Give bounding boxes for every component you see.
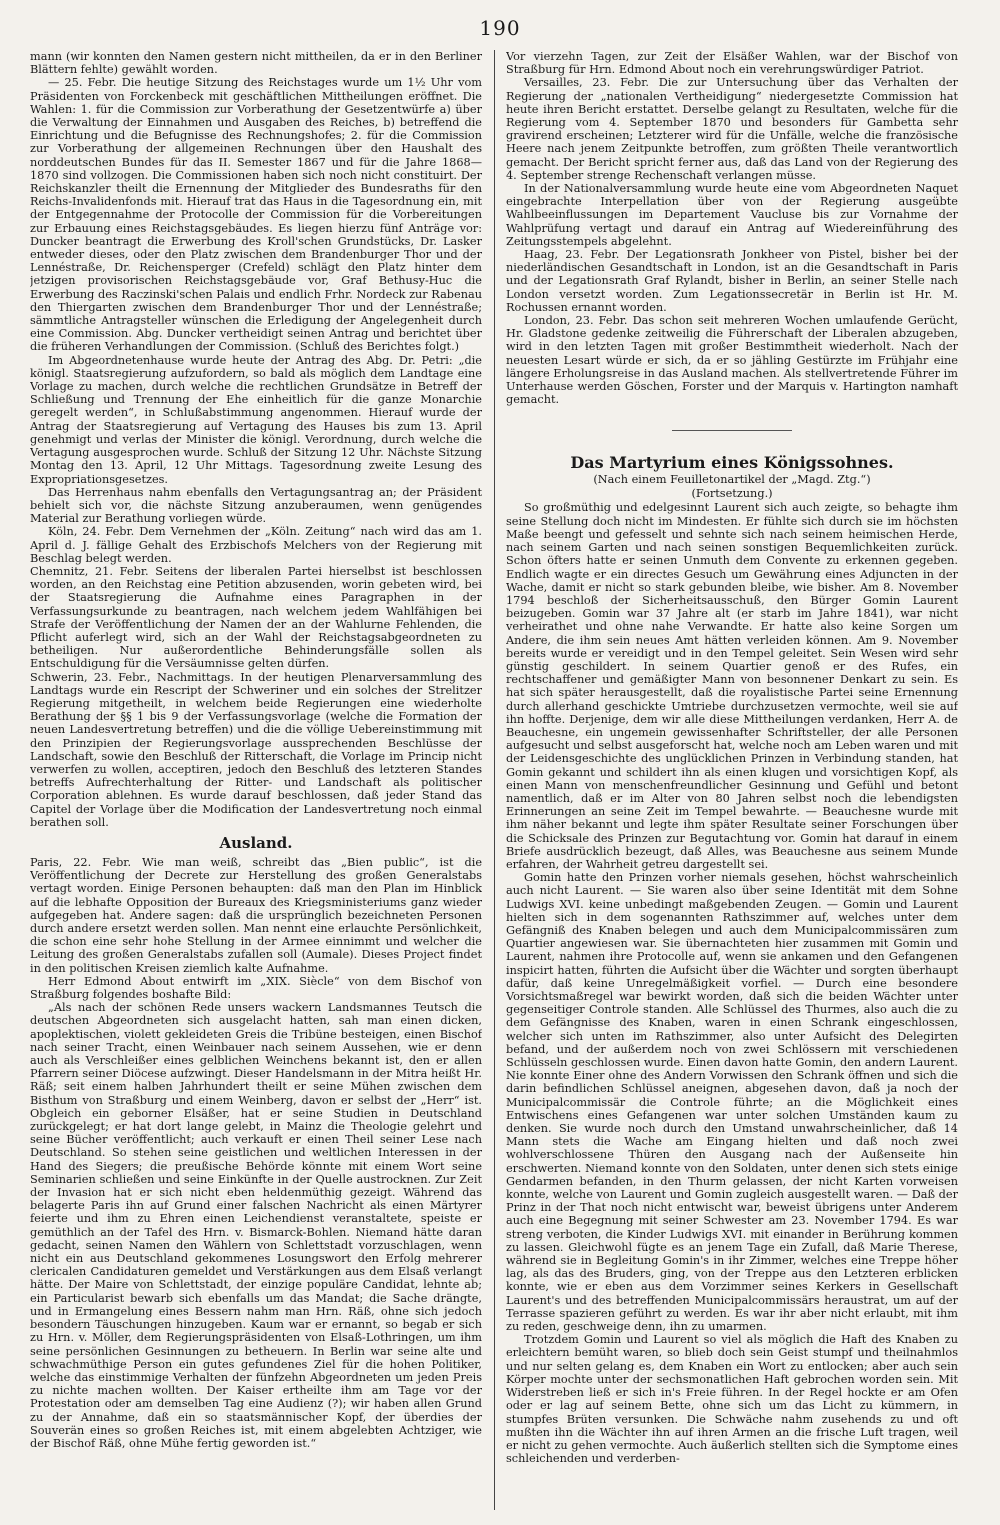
article-title: Das Martyrium eines Königssohnes.	[570, 453, 894, 473]
news-paragraph: Das Herrenhaus nahm ebenfalls den Vertagungsantrag an; der Präsident behielt sich vor, die nächste Sitzung anzuberaumen, wenn genügendes Material zur Berathung vorliegen würde.	[30, 485, 482, 526]
news-paragraph: — 25. Febr. Die heutige Sitzung des Reichstages wurde um 1½ Uhr vom Präsidenten von Forckenbeck mit geschäftlichen Mittheilungen eröffnet. Die Wahlen: 1. für die Commission zur Vorberathung der Gesetzentwürfe a) über die Verwaltung der Einnahmen und Ausgaben des Reiches, b) betreffend die Einrichtung und die Befugnisse des Rechnungshofes; 2. für die Commission zur Vorberathung der allgemeinen Rechnungen über den Haushalt des norddeutschen Bundes für das II. Semester 1867 und für die Jahre 1868—1870 sind vollzogen. Die Commissionen haben sich noch nicht constituirt. Der Reichskanzler theilt die Ernennung der Mitglieder des Bundesraths für den Reichs-Invalidenfonds mit. Hierauf trat das Haus in die Tagesordnung ein, mit der Entgegennahme der Protocolle der Commission für die Vorbereitungen zur Erbauung eines Reichstagsgebäudes. Es liegen hierzu fünf Anträge vor: Duncker beantragt die Erwerbung des Kroll'schen Grundstücks, Dr. Lasker entweder dieses, oder den Platz zwischen dem Brandenburger Thor und der Lennéstraße, Dr. Reichensperger (Crefeld) schlägt den Platz hinter dem jetzigen provisorischen Reichstagsgebäude vor, Graf Bethusy-Huc die Erwerbung des Raczinski'schen Palais und endlich Frhr. Nordeck zur Rabenau den Thiergarten zwischen dem Brandenburger Thor und der Lennéstraße; sämmtliche Antragsteller wünschen die Erledigung der Angelegenheit durch eine Commission. Abg. Duncker vertheidigt seinen Antrag und berichtet über die früheren Verhandlungen der Commission. (Schluß des Berichtes folgt.)	[30, 76, 482, 354]
article-body	[506, 501, 958, 1465]
left-column	[30, 50, 482, 1510]
news-paragraph: „Als nach der schönen Rede unsers wackern Landsmannes Teutsch die deutschen Abgeordneten sich ausgelacht hatten, sah man einen dicken, apoplektischen, violett gekleideten Greis die Tribüne besteigen, einen Bischof nach seiner Tracht, einen Weinbauer nach seinem Aussehen, wie er denn auch als Verschleißer eines gelblichen Weinchens bekannt ist, den er allen Pfarrern seiner Diöcese aufzwingt. Dieser Handelsmann in der Mitra heißt Hr. Räß; seit einem halben Jahrhundert theilt er seine Mühen zwischen dem Bisthum von Straßburg und einem Weinberg, davon er selbst der „Herr“ ist. Obgleich ein geborner Elsäßer, hat er seine Studien in Deutschland zurückgelegt; er hat dort lange gelebt, in Mainz die Theologie gelehrt und seine Bücher veröffentlicht; auch verkauft er einen Theil seiner Lese nach Deutschland. So stehen seine geistlichen und weltlichen Interessen in der Hand des Siegers; die preußische Behörde könnte mit einem Wort seine Seminarien schließen und seine Einkünfte in der Quelle austrocknen. Zur Zeit der Invasion hat er sich nicht eben heldenmüthig gezeigt. Während das belagerte Paris ihn auf Grund einer falschen Nachricht als einen Märtyrer feierte und ihm zu Ehren einen Leichendienst veranstaltete, speiste er gemüthlich an der Tafel des Hrn. v. Bismarck-Bohlen. Niemand hätte daran gedacht, seinen Namen den Wählern von Schlettstadt vorzuschlagen, wenn nicht ein aus Deutschland gekommenes Losungswort den Erfolg mehrerer clericalen Candidaturen gemeldet und Verstärkungen aus dem Elsaß verlangt hätte. Der Maire von Schlettstadt, der einzige populäre Candidat, lehnte ab; ein Particularist bewarb sich ebenfalls um das Mandat; die Sache drängte, und in Ermangelung eines Bessern nahm man Hrn. Räß, ohne sich jedoch besondern Täuschungen hinzugeben. Kaum war er ernannt, so begab er sich zu Hrn. v. Möller, dem Regierungspräsidenten von Elsaß-Lothringen, um ihm seine persönlichen Gesinnungen zu betheuern. In Berlin war seine alte und schwachmüthige Person ein gutes gefundenes Ziel für die hohen Politiker, welche das einstimmige Verhalten der fünfzehn Abgeordneten um jeden Preis zu nichte machen wollten. Der Kaiser ertheilte ihm am Tage vor der Protestation oder am demselben Tag eine Audienz (?); wir haben allen Grund zu der Annahme, daß ein so staatsmännischer Kopf, der überdies der Souverän eines so großen Reiches ist, mit einem abgelebten Achtziger, wie der Bischof Räß, ohne Mühe fertig geworden ist.“	[30, 1001, 482, 1450]
news-paragraph: Im Abgeordnetenhause wurde heute der Antrag des Abg. Dr. Petri: „die königl. Staatsregierung aufzufordern, so bald als möglich dem Landtage eine Vorlage zu machen, durch welche die rechtlichen Grundsätze in Betreff der Schließung und Trennung der Ehe einheitlich für die ganze Monarchie geregelt werden“, in Schlußabstimmung angenommen. Hierauf wurde der Antrag der Staatsregierung auf Vertagung des Hauses bis zum 13. April genehmigt und verlas der Minister die königl. Verordnung, durch welche die Vertagung ausgesprochen wurde. Schluß der Sitzung 12 Uhr. Nächste Sitzung Montag den 13. April, 12 Uhr Mittags. Tagesordnung zweite Lesung des Expropriationsgesetzes.	[30, 353, 482, 486]
news-paragraph: In der Nationalversammlung wurde heute eine vom Abgeordneten Naquet eingebrachte Interpellation über von der Regierung ausgeübte Wahlbeeinflussungen im Departement Vaucluse bis zur Vornahme der Wahlprüfung vertagt und darauf ein Antrag auf Wiedereinführung des Zeitungsstempels abgelehnt.	[506, 182, 958, 248]
news-paragraph: Herr Edmond About entwirft im „XIX. Siècle“ von dem Bischof von Straßburg folgendes boshafte Bild:	[30, 974, 482, 1002]
news-paragraph: Haag, 23. Febr. Der Legationsrath Jonkheer von Pistel, bisher bei der niederländischen Gesandtschaft in London, ist an die Gesandtschaft in Paris und der Legationsrath Graf Rylandt, bisher in Berlin, an seiner Stelle nach London versetzt worden. Zum Legationssecretär in Berlin ist Hr. M. Rochussen ernannt worden.	[506, 248, 958, 314]
section-divider	[672, 430, 792, 431]
news-paragraph: Köln, 24. Febr. Dem Vernehmen der „Köln. Zeitung“ nach wird das am 1. April d. J. fällige Gehalt des Erzbischofs Melchers von der Regierung mit Beschlag belegt werden.	[30, 525, 482, 565]
left-column-news	[30, 50, 482, 829]
news-paragraph: Paris, 22. Febr. Wie man weiß, schreibt das „Bien public“, ist die Veröffentlichung der Decrete zur Herstellung des großen Generalstabs vertagt worden. Einige Personen behaupten: daß man den Plan im Hinblick auf die lebhafte Opposition der Bureaux des Kriegsministeriums ganz wieder aufgegeben hat. Andere sagen: daß die ursprünglich bezeichneten Personen durch andere ersetzt werden sollen. Man nennt eine erlauchte Persönlichkeit, die schon eine sehr hohe Stellung in der Armee einnimmt und welcher die Leitung des großen Generalstabs zufallen soll (Aumale). Dieses Project findet in den politischen Kreisen ziemlich kalte Aufnahme.	[30, 855, 482, 975]
article-subtitle: (Nach einem Feuilletonartikel der „Magd. Ztg.“)	[593, 473, 871, 487]
news-paragraph: London, 23. Febr. Das schon seit mehreren Wochen umlaufende Gerücht, Hr. Gladstone gedenke zeitweilig die Führerschaft der Liberalen abzugeben, wird in den letzten Tagen mit großer Bestimmtheit wiederholt. Nach der neuesten Lesart würde er sich, da er so jähling Gestürzte im Frühjahr eine längere Erholungsreise in das Ausland machen. Als stellvertretende Führer im Unterhause werden Göschen, Forster und der Marquis v. Hartington namhaft gemacht.	[506, 314, 958, 407]
columns	[30, 50, 970, 1510]
news-paragraph: mann (wir konnten den Namen gestern nicht mittheilen, da er in den Berliner Blättern fehlte) gewählt worden.	[30, 50, 482, 77]
news-paragraph: Chemnitz, 21. Febr. Seitens der liberalen Partei hierselbst ist beschlossen worden, an den Reichstag eine Petition abzusenden, worin gebeten wird, bei der Staatsregierung die Aufnahme eines Paragraphen in der Verfassungsurkunde zu beantragen, nach welchem jedem Wahlfähigen bei Strafe der Veröffentlichung der Namen der an der Wahlurne Fehlenden, die Pflicht auferlegt wird, sich an der Wahl der Reichstagsabgeordneten zu betheiligen. Nur außerordentliche Behinderungsfälle sollen als Entschuldigung für die Versäumnisse gelten dürfen.	[30, 564, 482, 671]
news-paragraph: Vor vierzehn Tagen, zur Zeit der Elsäßer Wahlen, war der Bischof von Straßburg für Hrn. Edmond About noch ein verehrungswürdiger Patriot.	[506, 50, 958, 77]
news-paragraph: Schwerin, 23. Febr., Nachmittags. In der heutigen Plenarversammlung des Landtags wurde ein Rescript der Schweriner und ein solches der Strelitzer Regierung mitgetheilt, in welchem beide Regierungen eine wiederholte Berathung der §§ 1 bis 9 der Verfassungsvorlage (welche die Formation der neuen Landesvertretung betreffen) und die die völlige Uebereinstimmung mit den Prinzipien der Regierungsvorlage aussprechenden Beschlüsse der Landschaft, sowie den Beschluß der Ritterschaft, die Vorlage im Princip nicht verwerfen zu wollen, acceptiren, jedoch den Beschluß des letzteren Standes betreffs Aufrechterhaltung der Ritter- und Landschaft als politischer Corporation ablehnen. Es wurde darauf beschlossen, daß jeder Stand das Capitel der Vorlage über die Modification der Landesvertretung noch einmal berathen soll.	[30, 670, 482, 829]
right-column	[506, 50, 958, 1510]
article-paragraph: So großmüthig und edelgesinnt Laurent sich auch zeigte, so behagte ihm seine Stellung doch nicht im Mindesten. Er fühlte sich durch sie im höchsten Maße beengt und gefesselt und sehnte sich nach seinem heimischen Herde, nach seinem Garten und nach seinen sonstigen Bequemlichkeiten zurück. Schon öfters hatte er seinen Unmuth dem Convente zu erkennen gegeben. Endlich wagte er ein directes Gesuch um Gewährung eines Adjuncten in der Wache, damit er nicht so stark gebunden bleibe, wie bisher. Am 8. November 1794 beschloß der Sicherheitsausschuß, den Bürger Gomin Laurent beizugeben. Gomin war 37 Jahre alt (er starb im Jahre 1841), war nicht verheirathet und ohne nahe Verwandte. Er hatte also keine Sorgen um Andere, die ihm sein neues Amt hätten verleiden können. Am 9. November bereits wurde er vereidigt und in den Tempel geleitet. Sein Wesen wird sehr günstig geschildert. In seinem Quartier genoß er des Rufes, ein rechtschaffener und gemäßigter Mann von besonnener Denkart zu sein. Es hat sich später herausgestellt, daß die royalistische Partei seine Ernennung durch allerhand geschickte Umtriebe durchzusetzen vermochte, weil sie auf ihn hoffte. Derjenige, dem wir alle diese Mittheilungen verdanken, Herr A. de Beauchesne, ein ungemein gewissenhafter Schriftsteller, der alle Personen aufgesucht und selbst ausgeforscht hat, welche noch am Leben waren und mit der Leidensgeschichte des unglücklichen Prinzen in Verbindung standen, hat Gomin gekannt und schildert ihn als einen klugen und vorsichtigen Kopf, als einen Mann von menschenfreundlicher Gesinnung und Gefühl und betont namentlich, daß er im Alter von 80 Jahren selbst noch die lebendigsten Erinnerungen an seine Zeit im Tempel bewahrte. — Beauchesne wurde mit ihm näher bekannt und legte ihm später Resultate seiner Forschungen über die Schicksale des Prinzen zur Begutachtung vor. Gomin hat darauf in einem Briefe ausdrücklich bezeugt, daß Alles, was Beauchesne aus seinem Munde erfahren, der Wahrheit getreu dargestellt sei.	[506, 501, 958, 871]
article-paragraph: Gomin hatte den Prinzen vorher niemals gesehen, höchst wahrscheinlich auch nicht Laurent. — Sie waren also über seine Identität mit dem Sohne Ludwigs XVI. keine unbedingt maßgebenden Zeugen. — Gomin und Laurent hielten sich in dem sogenannten Rathszimmer auf, welches unter dem Gefängniß des Knaben belegen und auch dem Municipalcommissären zum Quartier angewiesen war. Sie übernachteten hier zusammen mit Gomin und Laurent, nahmen ihre Protocolle auf, wenn sie ankamen und den Gefangenen inspicirt hatten, führten die Aufsicht über die Wächter und sorgten überhaupt dafür, daß keine Unregelmäßigkeit vorfiel. — Durch eine besondere Vorsichtsmaßregel war bewirkt worden, daß sich die beiden Wächter unter gegenseitiger Controle standen. Alle Schlüssel des Thurmes, also auch die zu dem Gefängnisse des Knaben, waren in einen Schrank eingeschlossen, welcher sich unten im Rathszimmer, also unter Aufsicht des Delegirten befand, und der außerdem noch von zwei Schlössern mit verschiedenen Schlüsseln geschlossen wurde. Einen davon hatte Gomin, den andern Laurent. Nie konnte Einer ohne des Andern Vorwissen den Schrank öffnen und sich die darin befindlichen Schlüssel aneignen, abgesehen davon, daß ja noch der Municipalcommissär die Controle führte; an die Möglichkeit eines Entwischens eines Gefangenen war unter solchen Umständen kaum zu denken. Sie wurde noch durch den Umstand unwahrscheinlicher, daß 14 Mann stets die Wache am Eingang hielten und daß noch zwei wohlverschlossene Thüren den Ausgang nach der Außenseite hin erschwerten. Niemand konnte von den Soldaten, unter denen sich stets einige Gendarmen befanden, in den Thurm gelassen, der nicht Karten vorweisen konnte, welche von Laurent und Gomin zugleich ausgestellt waren. — Daß der Prinz in der That noch nicht entwischt war, beweist übrigens unter Anderem auch eine Begegnung mit seiner Schwester am 23. November 1794. Es war streng verboten, die Kinder Ludwigs XVI. mit einander in Berührung kommen zu lassen. Gleichwohl fügte es an jenem Tage ein Zufall, daß Marie Therese, während sie in Begleitung Gomin's in ihr Zimmer, welches eine Treppe höher lag, als das des Bruders, ging, von der Treppe aus den Letzteren erblicken konnte, wie er eben aus dem Vorzimmer seines Kerkers in Gesellschaft Laurent's und des betreffenden Municipalcommissärs heraustrat, um auf der Terrasse spazieren geführt zu werden. Es war ihr aber nicht erlaubt, mit ihm zu reden, geschweige denn, ihn zu umarmen.	[506, 871, 958, 1334]
ausland-heading: Ausland.	[219, 833, 293, 852]
news-paragraph: Versailles, 23. Febr. Die zur Untersuchung über das Verhalten der Regierung der „nationalen Vertheidigung“ niedergesetzte Commission hat heute ihren Bericht erstattet. Derselbe gelangt zu Resultaten, welche für die Regierung vom 4. September 1870 und besonders für Gambetta sehr gravirend erscheinen; Letzterer wird für die Unfälle, welche die französische Heere nach jenem Zeitpunkte betroffen, zum größten Theile verantwortlich gemacht. Der Bericht spricht ferner aus, daß das Land von der Regierung des 4. September strenge Rechenschaft verlangen müsse.	[506, 76, 958, 182]
article-paragraph: Trotzdem Gomin und Laurent so viel als möglich die Haft des Knaben zu erleichtern bemüht waren, so blieb doch sein Geist stumpf und theilnahmlos und nur selten gelang es, dem Knaben ein Wort zu entlocken; aber auch sein Körper mochte unter der sechsmonatlichen Haft gebrochen worden sein. Mit Widerstreben ließ er sich in's Freie führen. In der Regel hockte er am Ofen oder er lag auf seinem Bette, ohne sich um das Licht zu kümmern, in stumpfes Brüten versunken. Die Schwäche nahm zusehends zu und oft mußten ihn die Wächter ihn auf ihren Armen an die frische Luft tragen, weil er nicht zu gehen vermochte. Auch äußerlich stellten sich die Symptome eines schleichenden und verderben-	[506, 1333, 958, 1466]
right-column-news	[506, 50, 958, 406]
page-number: 190	[479, 16, 521, 40]
left-column-ausland	[30, 856, 482, 1450]
column-rule	[494, 50, 495, 1510]
article-continuation: (Fortsetzung.)	[691, 487, 773, 501]
